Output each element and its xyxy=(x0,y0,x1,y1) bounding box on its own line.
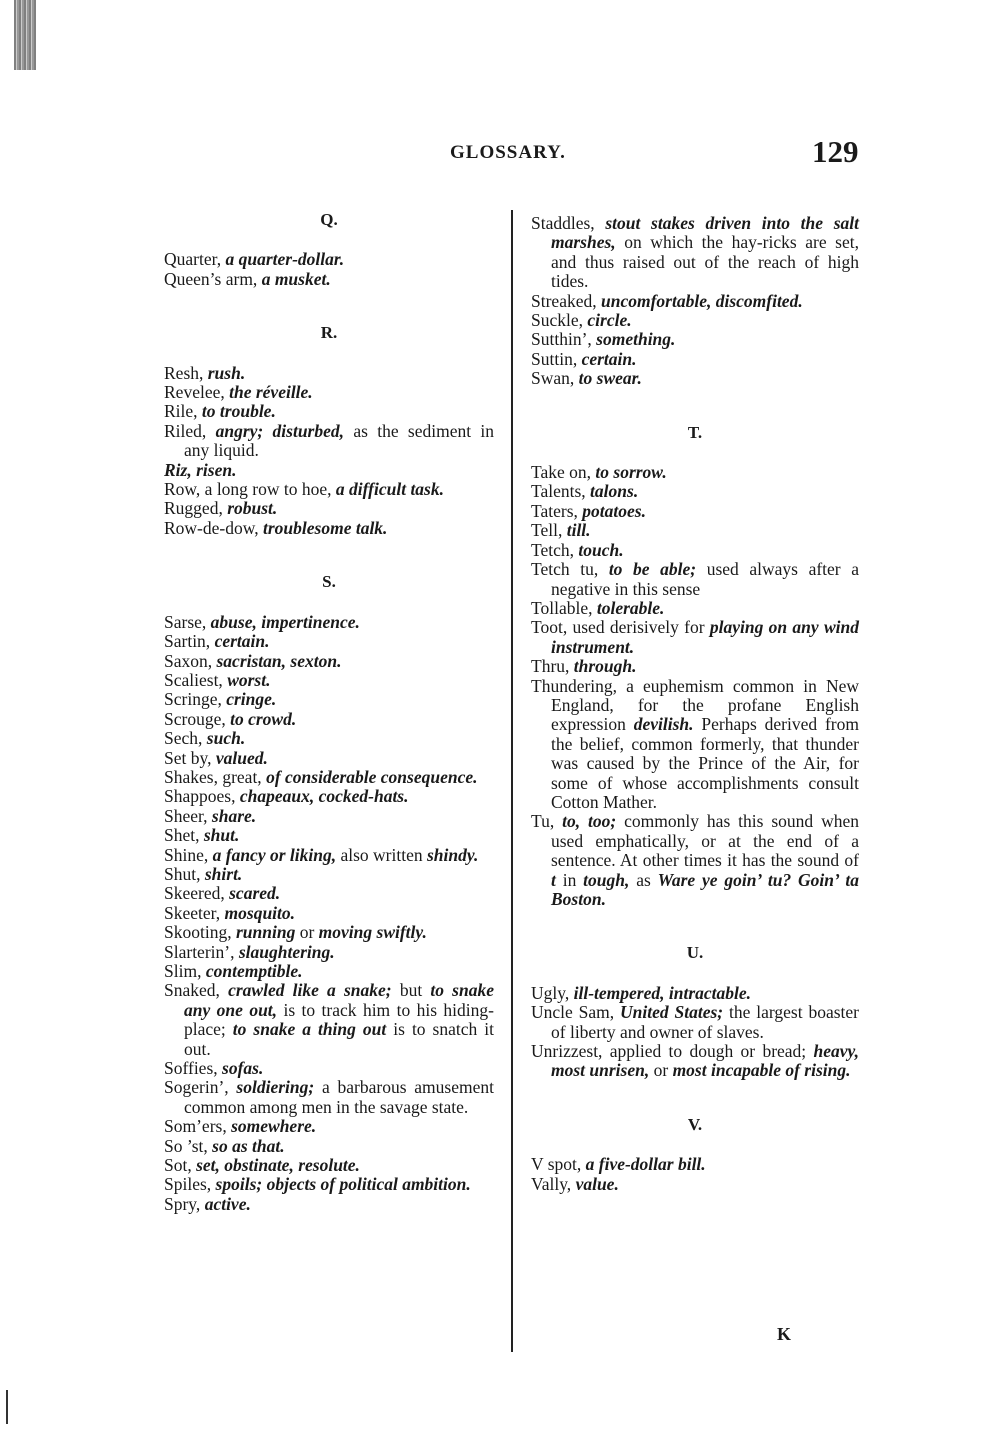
glossary-entry xyxy=(164,904,494,923)
entry-term: V spot, xyxy=(531,1154,586,1175)
section-letter: S. xyxy=(322,572,336,592)
entry-term: Shet, xyxy=(164,825,204,846)
entry-definition: playing on any wind instrument. xyxy=(551,617,859,657)
entry-definition: till. xyxy=(566,520,591,541)
entry-definition: moving swiftly. xyxy=(318,922,427,943)
glossary-entry xyxy=(164,787,494,806)
entry-definition: shindy. xyxy=(427,844,479,865)
entry-term: Perhaps derived from the belief, common formerly, that thunder was caused by the Prince of the Air, for some of whose accomplishments consult Cotton Mather. xyxy=(551,714,859,812)
entry-definition: to be able; xyxy=(608,559,697,580)
glossary-entry xyxy=(164,461,494,480)
entry-term: Spiles, xyxy=(164,1174,216,1195)
entry-definition: shut. xyxy=(203,825,240,846)
glossary-entry xyxy=(164,923,494,942)
entry-term: used always after a negative in this sense xyxy=(551,559,859,599)
entry-term: as xyxy=(629,869,658,890)
entry-term: Talents, xyxy=(531,481,591,502)
entry-term: Set by, xyxy=(164,747,216,768)
entry-term: Tell, xyxy=(531,520,567,541)
entry-definition: worst. xyxy=(227,669,271,690)
entry-term: Scringe, xyxy=(164,689,227,710)
entry-definition: something. xyxy=(596,329,676,350)
entry-term: Tetch, xyxy=(531,539,579,560)
entry-definition: rush. xyxy=(207,362,246,383)
entry-definition: ill-tempered, intractable. xyxy=(573,982,752,1003)
entry-term: Som’ers, xyxy=(164,1116,232,1137)
entry-definition: United States; xyxy=(620,1002,724,1023)
entry-term: Slim, xyxy=(164,961,206,981)
entry-definition: so as that. xyxy=(212,1135,285,1156)
entry-definition: troublesome talk. xyxy=(262,517,388,538)
entry-definition: sofas. xyxy=(222,1058,264,1079)
glossary-entry xyxy=(531,330,859,349)
entry-term: Taters, xyxy=(531,500,583,521)
entry-definition: active. xyxy=(204,1193,251,1214)
entry-definition: a five-dollar bill. xyxy=(585,1154,706,1175)
entry-term: commonly has this sound when used emphatically, or at the end of a sentence. At other times it has the sound of xyxy=(551,811,860,871)
glossary-entry xyxy=(164,943,494,962)
entry-term: Row, a long row to hoe, xyxy=(164,479,336,500)
entry-definition: robust. xyxy=(227,498,278,519)
glossary-entry xyxy=(531,618,859,657)
section-letter: R. xyxy=(320,323,338,343)
entry-term: on which the hay-ricks are set, and thus raised out of the reach of high tides. xyxy=(551,232,859,292)
entry-definition: shirt. xyxy=(204,863,243,884)
glossary-entry xyxy=(531,599,859,618)
glossary-entry xyxy=(531,214,859,292)
entry-definition: running xyxy=(235,922,296,943)
entry-term: Vally, xyxy=(531,1173,576,1194)
entry-term: is to snatch it out. xyxy=(184,1019,494,1059)
entry-definition: crawled like a snake; xyxy=(228,980,392,1001)
entry-definition: share. xyxy=(211,805,257,826)
entry-definition: of considerable consequence. xyxy=(266,766,478,787)
entry-term: Suttin, xyxy=(531,348,582,369)
entry-term: Streaked, xyxy=(531,290,601,311)
entry-definition: to trouble. xyxy=(201,401,276,422)
entry-definition: to snake a thing out xyxy=(232,1019,387,1040)
glossary-entry xyxy=(164,422,494,461)
entry-term: Queen’s arm, xyxy=(164,268,262,289)
entry-definition: a quarter-dollar. xyxy=(225,249,345,270)
entry-definition: talons. xyxy=(590,481,639,502)
entry-term: Sheer, xyxy=(164,805,212,826)
entry-term: Sech, xyxy=(164,728,207,749)
entry-definition: to swear. xyxy=(578,368,642,389)
entry-term: or xyxy=(649,1060,673,1081)
glossary-entry xyxy=(531,812,859,909)
glossary-entry xyxy=(164,749,494,768)
entry-definition: to crowd. xyxy=(230,708,297,729)
entry-definition: chapeaux, cocked-hats. xyxy=(239,786,409,807)
entry-definition: mosquito. xyxy=(224,902,296,923)
entry-term: the largest boaster of liberty and owner of slaves. xyxy=(551,1002,860,1042)
entry-definition: contemptible. xyxy=(205,961,303,981)
glossary-entry xyxy=(164,250,494,269)
entry-definition: stout stakes driven into the salt marshes, xyxy=(551,213,859,253)
entry-definition: angry; disturbed, xyxy=(215,420,345,441)
glossary-entry xyxy=(164,402,494,421)
entry-term: Ugly, xyxy=(531,982,574,1003)
entry-term: Suckle, xyxy=(531,310,588,331)
glossary-entry xyxy=(531,369,859,388)
entry-definition: uncomfortable, discomfited. xyxy=(600,290,803,311)
glossary-entry xyxy=(164,270,494,289)
entry-term: Soffies, xyxy=(164,1058,223,1079)
entry-definition: to, too; xyxy=(562,811,617,832)
entry-term: Resh, xyxy=(164,362,208,383)
running-header-title: GLOSSARY. xyxy=(450,142,566,163)
entry-term: also written xyxy=(336,844,427,865)
entry-definition: to snake any one out, xyxy=(184,980,494,1020)
glossary-entry xyxy=(164,981,494,1059)
glossary-entry xyxy=(531,463,859,482)
glossary-entry xyxy=(531,502,859,521)
entry-term: Sutthin’, xyxy=(531,329,597,350)
glossary-entry xyxy=(164,962,494,981)
glossary-entry xyxy=(164,826,494,845)
glossary-entry xyxy=(531,311,859,330)
glossary-entry xyxy=(164,865,494,884)
entry-term: Tu, xyxy=(531,811,563,832)
entry-definition: circle. xyxy=(587,310,632,331)
glossary-entry xyxy=(164,1117,494,1136)
entry-term: Swan, xyxy=(531,368,579,389)
entry-term: Saxon, xyxy=(164,650,217,671)
glossary-entry xyxy=(531,482,859,501)
glossary-entry xyxy=(531,1155,859,1174)
entry-definition: tolerable. xyxy=(596,597,665,618)
entry-definition: tough, xyxy=(583,869,630,890)
entry-definition: most incapable of rising. xyxy=(672,1060,851,1081)
entry-term: Slarterin’, xyxy=(164,941,239,962)
entry-term: Thundering, a euphemism common in New England, for the profane English expression xyxy=(531,675,859,735)
entry-definition: abuse, impertinence. xyxy=(210,611,360,632)
glossary-entry xyxy=(164,1078,494,1117)
page-number: 129 xyxy=(812,134,859,169)
glossary-entry xyxy=(164,652,494,671)
entry-term: Thru, xyxy=(531,656,574,677)
entry-term: Sartin, xyxy=(164,631,215,652)
glossary-entry xyxy=(531,677,859,813)
right-column xyxy=(531,214,859,1194)
entry-term: Sarse, xyxy=(164,611,211,632)
column-divider xyxy=(511,210,513,1352)
left-column xyxy=(164,210,494,1214)
glossary-entry xyxy=(531,984,859,1003)
glossary-entry xyxy=(164,729,494,748)
glossary-entry xyxy=(164,1137,494,1156)
glossary-entry xyxy=(531,560,859,599)
scan-edge-artifact xyxy=(14,0,36,70)
section-letter: T. xyxy=(687,422,703,442)
glossary-entry xyxy=(164,768,494,787)
glossary-entry xyxy=(164,690,494,709)
glossary-entry xyxy=(531,350,859,369)
entry-definition: value. xyxy=(575,1173,619,1194)
entry-definition: heavy, most unrisen, xyxy=(551,1041,859,1081)
entry-term: in xyxy=(555,869,584,890)
glossary-entry xyxy=(531,541,859,560)
entry-definition: devilish. xyxy=(633,714,694,735)
entry-term: Snaked, xyxy=(164,980,229,1001)
glossary-entry xyxy=(164,519,494,538)
entry-term: but xyxy=(391,980,431,1001)
scan-edge-line xyxy=(6,1390,8,1424)
entry-term: Spry, xyxy=(164,1193,205,1214)
glossary-entry xyxy=(531,657,859,676)
entry-term: So ’st, xyxy=(164,1135,213,1156)
glossary-entry xyxy=(531,521,859,540)
section-letter: Q. xyxy=(320,210,338,229)
entry-definition: certain. xyxy=(581,348,637,369)
entry-definition: sacristan, sexton. xyxy=(216,650,342,671)
entry-definition: Ware ye goin’ tu? Goin’ ta Boston. xyxy=(551,869,859,909)
glossary-entry xyxy=(164,710,494,729)
entry-term: Quarter, xyxy=(164,249,226,270)
entry-definition: potatoes. xyxy=(582,500,646,521)
glossary-entry xyxy=(164,846,494,865)
entry-definition: soldiering; xyxy=(236,1077,315,1098)
glossary-entry xyxy=(164,1195,494,1214)
entry-term: Shine, xyxy=(164,844,213,865)
entry-term: Rile, xyxy=(164,401,202,422)
section-letter: U. xyxy=(686,943,704,963)
glossary-entry xyxy=(164,613,494,632)
entry-definition: scared. xyxy=(229,883,281,904)
entry-term: Unrizzest, applied to dough or bread; xyxy=(531,1041,814,1062)
glossary-entry xyxy=(164,1175,494,1194)
signature-mark: K xyxy=(777,1324,792,1344)
entry-definition: set, obstinate, resolute. xyxy=(196,1155,360,1176)
glossary-entry xyxy=(164,383,494,402)
entry-term: Rugged, xyxy=(164,498,228,519)
glossary-entry xyxy=(164,480,494,499)
glossary-entry xyxy=(531,1042,859,1081)
entry-definition: somewhere. xyxy=(231,1116,317,1137)
entry-term: Tetch tu, xyxy=(531,559,609,580)
entry-term: Scrouge, xyxy=(164,708,231,729)
entry-definition: cringe. xyxy=(226,689,277,710)
entry-term: Toot, used derisively for xyxy=(531,617,710,638)
entry-definition: to sorrow. xyxy=(595,462,667,483)
glossary-entry xyxy=(531,1175,859,1194)
entry-definition: a difficult task. xyxy=(335,479,444,500)
entry-definition: through. xyxy=(573,656,637,677)
entry-term: a barbarous amusement common among men in the savage state. xyxy=(184,1077,494,1117)
entry-term: Shut, xyxy=(164,863,205,884)
entry-definition: a musket. xyxy=(261,268,331,289)
entry-term: Row-de-dow, xyxy=(164,517,263,538)
glossary-entry xyxy=(164,807,494,826)
entry-term: Skeered, xyxy=(164,883,230,904)
entry-term: Tollable, xyxy=(531,597,597,618)
glossary-entry xyxy=(164,1059,494,1078)
entry-term: Scaliest, xyxy=(164,669,228,690)
entry-definition: such. xyxy=(206,728,246,749)
entry-term: or xyxy=(295,922,319,943)
entry-definition: t xyxy=(551,869,556,890)
entry-term: is to track him to his hiding-place; xyxy=(184,999,494,1040)
entry-term: Shappoes, xyxy=(164,786,240,807)
entry-definition: the réveille. xyxy=(229,382,313,403)
entry-definition: slaughtering. xyxy=(238,941,335,962)
entry-definition: touch. xyxy=(578,539,624,560)
glossary-entry xyxy=(531,292,859,311)
glossary-entry xyxy=(164,1156,494,1175)
glossary-entry xyxy=(164,632,494,651)
entry-term: Sot, xyxy=(164,1155,197,1176)
entry-term: Riled, xyxy=(164,420,216,441)
entry-term: Revelee, xyxy=(164,382,230,403)
entry-term: Skooting, xyxy=(164,922,236,943)
entry-definition: Riz, risen. xyxy=(164,459,237,480)
entry-definition: valued. xyxy=(215,747,268,768)
entry-definition: certain. xyxy=(214,631,270,652)
entry-term: Staddles, xyxy=(531,213,606,233)
entry-definition: spoils; objects of political ambition. xyxy=(215,1174,471,1195)
glossary-entry xyxy=(164,364,494,383)
entry-term: Sogerin’, xyxy=(164,1077,237,1098)
glossary-entry xyxy=(164,671,494,690)
glossary-entry xyxy=(164,499,494,518)
entry-term: Shakes, great, xyxy=(164,766,267,787)
glossary-entry xyxy=(531,1003,859,1042)
entry-term: Take on, xyxy=(531,462,596,483)
section-letter: V. xyxy=(687,1114,703,1134)
entry-term: as the sediment in any liquid. xyxy=(184,420,494,461)
glossary-entry xyxy=(164,884,494,903)
entry-term: Uncle Sam, xyxy=(531,1002,621,1023)
entry-term: Skeeter, xyxy=(164,902,225,923)
entry-definition: a fancy or liking, xyxy=(212,844,337,865)
